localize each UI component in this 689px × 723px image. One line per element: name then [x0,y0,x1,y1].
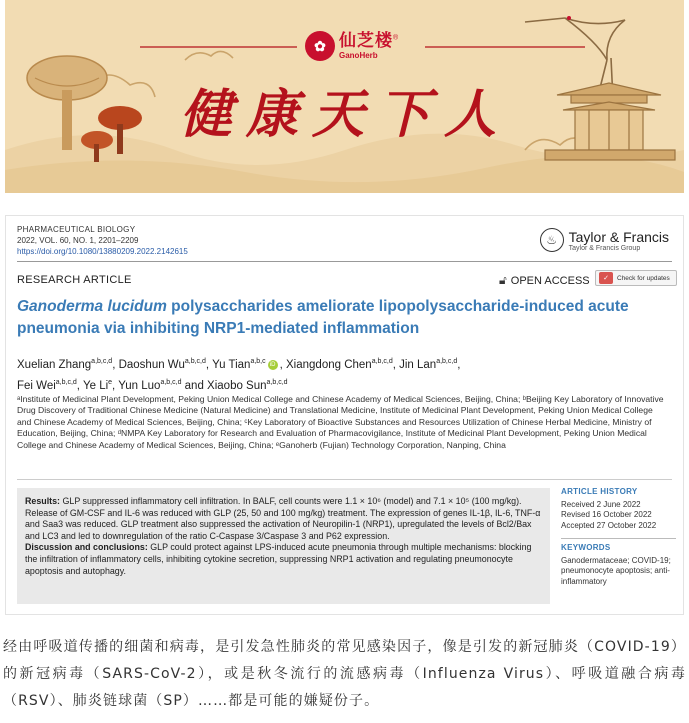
article-sidebar [561,487,676,594]
article-history [561,487,676,531]
journal-volume: 2022, VOL. 60, NO. 1, 2201–2209 [17,236,139,245]
publisher-name: Taylor & Francis [568,228,669,245]
header-divider [17,261,672,262]
ganoherb-logo-emblem: ✿ [305,31,335,61]
doi-link[interactable]: https://doi.org/10.1080/13880209.2022.2142615 [17,247,188,256]
author[interactable]: Xuelian Zhang$^{a,b,c,d}$ [17,358,113,371]
author[interactable]: Daoshun Wu$^{a,b,c,d}$ [118,358,206,371]
open-access-text: OPEN ACCESS [510,274,590,287]
check-for-updates-button[interactable] [595,270,677,286]
brand-name-cn: 仙芝楼 [339,30,393,51]
author[interactable]: Xiangdong Chen$^{a,b,c,d}$ [286,358,393,371]
history-accepted: Accepted 27 October 2022 [561,520,657,530]
brand-name-en: GanoHerb [339,50,378,60]
author[interactable]: Jin Lan$^{a,b,c,d}$ [399,358,458,371]
paper-header-card [5,215,684,615]
title-species: Ganoderma lucidum [17,298,167,315]
article-body-paragraph: 经由呼吸道传播的细菌和病毒，是引发急性肺炎的常见感染因子，像是引发的新冠肺炎（COVID-19）的新冠病毒（SARS-CoV-2），或是秋冬流行的流感病毒（Influenza Virus）、呼吸道融合病毒（RSV）、肺炎链球菌（SP）……都是可能的嫌疑份子。 [3,639,686,709]
banner-slogan: 健康天下人 [180,84,511,145]
keywords-heading: KEYWORDS [561,543,611,552]
keywords-text: Ganodermataceae; COVID-19; pneumonocyte apoptosis; anti-inflammatory [561,555,671,586]
author[interactable]: Ye Li$^e$ [82,378,113,392]
open-lock-icon: 🔓︎ [499,273,507,287]
affiliations: ᵃInstitute of Medicinal Plant Development, Peking Union Medical College and Chinese Academy of Medical Sciences, Beijing, China; ᵇBeijing Key Laboratory of Innovative Drug Discovery of Traditional Chinese Medicine (Natural Medicine) and Translational Medicine, Institute of Medicinal Plant Development, Peking Union Medical College and Chinese Academy of Medical Sciences, Beijing, China; ᶜKey Laboratory of Bioactive Substances and Resources Utilization of Chinese Herbal Medicine, Ministry of Education, Beijing, China; ᵈNMPA Key Laboratory for Research and Evaluation of Pharmacovigilance, Institute of Medicinal Plant Development, Peking Union Medical College and Chinese Academy of Medical Sciences, Beijing, China; ᵉGanoherb (Fujian) Technology Corporation, Nanping, China [17,394,664,450]
check-updates-icon: ✓ [599,272,613,284]
ganoherb-logo [305,30,415,62]
affiliation-divider [17,479,672,480]
open-access-label [499,273,590,288]
publisher-logo [540,228,669,252]
pavilion-icon [545,83,675,160]
author[interactable]: Fei Wei$^{a,b,c,d}$ [17,378,77,392]
orcid-icon[interactable]: iD [268,360,278,370]
conclusion-text: GLP could protect against LPS-induced acute pneumonia through multiple mechanisms: blocking the infiltration of inflammatory cells, inhibiting cytokine secretion, suppressing NRP1 activation and regulating pneumonocyte apoptosis and autophagy. [25,542,532,576]
author-list: Xuelian Zhang$^{a,b,c,d}$, Daoshun Wu$^{a,b,c,d}$, Yu Tian$^{a,b,c}$ iD , Xiangdong Chen$^{a,b,c,d}$, Jin Lan$^{a,b,c,d}$, Fei Wei$^{a,b,c,d}$, Ye Li$^e$, Yun Luo$^{a,b,c,d}$ and Xiaobo Sun$^{a,b,c,d}$ [17,358,461,392]
journal-meta [17,224,188,257]
results-label: Results: [25,496,61,506]
sidebar-divider [561,538,676,539]
article-title [17,296,667,340]
results-text: GLP suppressed inflammatory cell infiltration. In BALF, cell counts were 1.1 × 10⁶ (model) and 7.1 × 10⁵ (100 mg/kg). Release of GM-CSF and IL-6 was reduced with GLP (25, 50 and 100 mg/kg) treatment. The expression of genes IL-1β, IL-6, TNF-α and Saa3 was reduced. GLP treatment also suppressed the activation of Neuropilin-1 (NRP1), upregulated the levels of Bcl2/Bax and LC3 and led to downregulation of the ratio C-Caspase 3/Caspase 3 and P62 expression. [25,496,541,541]
article-type: RESEARCH ARTICLE [17,274,132,286]
conclusion-label: Discussion and conclusions: [25,542,148,553]
history-received: Received 2 June 2022 [561,499,641,509]
history-revised: Revised 16 October 2022 [561,510,652,519]
publisher-lamp-icon: ♨ [540,228,564,252]
author[interactable]: Xiaobo Sun$^{a,b,c,d}$ [207,378,288,392]
author[interactable]: Yun Luo$^{a,b,c,d}$ [118,378,182,392]
ganoherb-banner [5,0,684,193]
history-heading: ARTICLE HISTORY [561,487,638,496]
author[interactable]: Yu Tian$^{a,b,c}$ [212,358,266,371]
journal-name: PHARMACEUTICAL BIOLOGY [17,225,136,234]
abstract-box [17,488,550,604]
publisher-group: Taylor & Francis Group [568,244,641,252]
check-updates-label: Check for updates [617,274,670,282]
keywords [561,543,676,587]
title-rest: polysaccharides ameliorate lipopolysaccharide-induced acute pneumonia via inhibiting NRP1-mediated inflammation [17,298,629,337]
brand-registered-mark: ® [393,34,399,42]
